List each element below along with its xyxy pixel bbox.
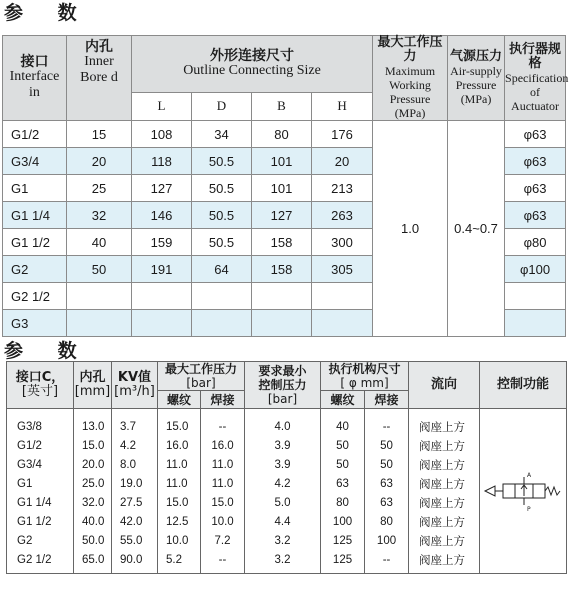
cell-L: 146 — [132, 202, 192, 229]
subheader-B: B — [252, 92, 312, 120]
cell-actuator-weld: -- — [365, 417, 409, 436]
cell-pressure-weld: 11.0 — [201, 474, 245, 493]
cell-B — [252, 283, 312, 310]
cell-bore: 15 — [67, 121, 132, 148]
cell-control-pressure: 4.2 — [245, 474, 321, 493]
cell-H: 300 — [312, 229, 373, 256]
cell-bore: 25 — [67, 175, 132, 202]
cell-flow: 阀座上方 — [409, 474, 480, 493]
cell-B: 101 — [252, 175, 312, 202]
cell-L: 108 — [132, 121, 192, 148]
cell-actuator-thread: 125 — [321, 550, 365, 569]
cell-bore: 40.0 — [74, 512, 112, 531]
cell-pressure-thread: 11.0 — [158, 455, 201, 474]
cell-control-pressure: 3.2 — [245, 531, 321, 550]
cell-interface: G3/4 — [3, 148, 67, 175]
cell-interface: G3 — [3, 310, 67, 337]
cell-pressure-thread: 5.2 — [158, 550, 201, 569]
cell-kv: 55.0 — [112, 531, 158, 550]
header-outline-size: 外形连接尺寸 Outline Connecting Size — [132, 36, 373, 93]
cell-bore: 13.0 — [74, 417, 112, 436]
cell-actuator: φ63 — [505, 148, 566, 175]
cell-control-pressure: 3.9 — [245, 436, 321, 455]
valve-symbol-icon — [483, 469, 563, 513]
cell-pressure-thread: 11.0 — [158, 474, 201, 493]
cell-interface: G1 — [7, 474, 74, 493]
cell-pressure-weld: 11.0 — [201, 455, 245, 474]
cell-bore: 32.0 — [74, 493, 112, 512]
cell-L: 127 — [132, 175, 192, 202]
cell-air-pressure: 0.4~0.7 — [448, 121, 505, 337]
header-interface: 接口 Interface in — [3, 36, 67, 121]
cell-interface: G1/2 — [7, 436, 74, 455]
cell-flow: 阀座上方 — [409, 417, 480, 436]
cell-flow: 阀座上方 — [409, 436, 480, 455]
header-bore: 内孔 [mm] — [74, 362, 112, 409]
cell-pressure-thread: 15.0 — [158, 493, 201, 512]
cell-actuator: φ63 — [505, 202, 566, 229]
cell-kv: 27.5 — [112, 493, 158, 512]
cell-B — [252, 310, 312, 337]
cell-bore: 25.0 — [74, 474, 112, 493]
cell-interface: G2 — [3, 256, 67, 283]
header-max-pressure: 最大工作压力 Maximum Working Pressure (MPa) — [373, 36, 448, 121]
cell-actuator-weld: 50 — [365, 455, 409, 474]
cell-control-pressure: 3.2 — [245, 550, 321, 569]
cell-pressure-weld: -- — [201, 417, 245, 436]
cell-actuator-weld: 80 — [365, 512, 409, 531]
cell-interface: G2 — [7, 531, 74, 550]
cell-flow: 阀座上方 — [409, 455, 480, 474]
port-a-label: A — [527, 472, 532, 479]
cell-actuator: φ63 — [505, 121, 566, 148]
cell-interface: G3/8 — [7, 417, 74, 436]
cell-pressure-weld: 16.0 — [201, 436, 245, 455]
cell-pressure-thread: 10.0 — [158, 531, 201, 550]
cell-actuator: φ100 — [505, 256, 566, 283]
cell-bore: 32 — [67, 202, 132, 229]
cell-interface: G1 1/4 — [3, 202, 67, 229]
cell-control-pressure: 5.0 — [245, 493, 321, 512]
cell-control-pressure: 3.9 — [245, 455, 321, 474]
subheader-D: D — [192, 92, 252, 120]
cell-B: 158 — [252, 256, 312, 283]
cell-L: 191 — [132, 256, 192, 283]
cell-H: 20 — [312, 148, 373, 175]
cell-actuator-weld: -- — [365, 550, 409, 569]
cell-pressure-weld: 10.0 — [201, 512, 245, 531]
control-function-cell — [480, 409, 567, 574]
section1-title: 参 数 — [4, 2, 91, 24]
cell-bore — [67, 310, 132, 337]
cell-pressure-weld: 15.0 — [201, 493, 245, 512]
cell-H: 263 — [312, 202, 373, 229]
cell-H — [312, 283, 373, 310]
header-max-pressure: 最大工作压力 [bar] — [158, 362, 245, 391]
cell-interface: G1 — [3, 175, 67, 202]
subheader-L: L — [132, 92, 192, 120]
cell-interface: G1 1/2 — [3, 229, 67, 256]
cell-D — [192, 283, 252, 310]
cell-D: 50.5 — [192, 202, 252, 229]
cell-B: 127 — [252, 202, 312, 229]
subheader-act-thread: 螺纹 — [321, 391, 365, 409]
cell-actuator-weld: 63 — [365, 474, 409, 493]
cell-interface: G1/2 — [3, 121, 67, 148]
cell-flow: 阀座上方 — [409, 531, 480, 550]
subheader-thread: 螺纹 — [158, 391, 201, 409]
header-actuator-size: 执行机构尺寸 [ φ mm] — [321, 362, 409, 391]
header-interface-c: 接口C， [英寸] — [7, 362, 74, 409]
cell-bore: 20 — [67, 148, 132, 175]
parameter-table-2 — [6, 361, 567, 574]
cell-actuator-weld: 63 — [365, 493, 409, 512]
subheader-H: H — [312, 92, 373, 120]
cell-bore: 65.0 — [74, 550, 112, 569]
cell-interface: G2 1/2 — [3, 283, 67, 310]
cell-interface: G1 1/2 — [7, 512, 74, 531]
cell-actuator-thread: 80 — [321, 493, 365, 512]
cell-kv: 8.0 — [112, 455, 158, 474]
subheader-act-weld: 焊接 — [365, 391, 409, 409]
cell-L: 118 — [132, 148, 192, 175]
cell-pressure-weld: -- — [201, 550, 245, 569]
cell-kv: 42.0 — [112, 512, 158, 531]
cell-kv: 3.7 — [112, 417, 158, 436]
cell-max-pressure: 1.0 — [373, 121, 448, 337]
cell-H: 176 — [312, 121, 373, 148]
cell-flow: 阀座上方 — [409, 512, 480, 531]
cell-B: 80 — [252, 121, 312, 148]
cell-bore — [67, 283, 132, 310]
cell-actuator-thread: 63 — [321, 474, 365, 493]
subheader-weld: 焊接 — [201, 391, 245, 409]
header-control-function: 控制功能 — [480, 362, 567, 409]
cell-H: 305 — [312, 256, 373, 283]
cell-actuator-weld: 50 — [365, 436, 409, 455]
cell-interface: G1 1/4 — [7, 493, 74, 512]
cell-L — [132, 310, 192, 337]
parameter-table-1 — [2, 35, 569, 337]
cell-actuator-thread: 50 — [321, 455, 365, 474]
cell-actuator-thread: 100 — [321, 512, 365, 531]
cell-interface: G3/4 — [7, 455, 74, 474]
section2-title: 参 数 — [4, 340, 91, 362]
cell-kv: 4.2 — [112, 436, 158, 455]
header-actuator: 执行器规格 Specification of Auctuator — [505, 36, 566, 121]
header-min-control-pressure: 要求最小 控制压力 [bar] — [245, 362, 321, 409]
cell-control-pressure: 4.0 — [245, 417, 321, 436]
cell-pressure-thread: 12.5 — [158, 512, 201, 531]
cell-kv: 90.0 — [112, 550, 158, 569]
cell-B: 158 — [252, 229, 312, 256]
cell-D: 50.5 — [192, 229, 252, 256]
cell-pressure-thread: 15.0 — [158, 417, 201, 436]
cell-actuator-weld: 100 — [365, 531, 409, 550]
cell-H: 213 — [312, 175, 373, 202]
cell-pressure-thread: 16.0 — [158, 436, 201, 455]
cell-bore: 50 — [67, 256, 132, 283]
cell-control-pressure: 4.4 — [245, 512, 321, 531]
header-kv: KV值 [m³/h] — [112, 362, 158, 409]
cell-D: 50.5 — [192, 175, 252, 202]
cell-actuator — [505, 310, 566, 337]
cell-pressure-weld: 7.2 — [201, 531, 245, 550]
cell-D: 50.5 — [192, 148, 252, 175]
cell-bore: 40 — [67, 229, 132, 256]
cell-actuator: φ63 — [505, 175, 566, 202]
cell-actuator — [505, 283, 566, 310]
cell-actuator: φ80 — [505, 229, 566, 256]
header-air-pressure: 气源压力 Air-supply Pressure (MPa) — [448, 36, 505, 121]
table-row — [3, 121, 566, 148]
cell-actuator-thread: 40 — [321, 417, 365, 436]
header-bore: 内孔 Inner Bore d — [67, 36, 132, 121]
cell-H — [312, 310, 373, 337]
port-p-label: P — [527, 506, 531, 513]
cell-kv: 19.0 — [112, 474, 158, 493]
cell-bore: 15.0 — [74, 436, 112, 455]
cell-flow: 阀座上方 — [409, 493, 480, 512]
cell-L — [132, 283, 192, 310]
cell-B: 101 — [252, 148, 312, 175]
cell-D: 34 — [192, 121, 252, 148]
cell-bore: 20.0 — [74, 455, 112, 474]
cell-D — [192, 310, 252, 337]
header-flow-direction: 流向 — [409, 362, 480, 409]
cell-actuator-thread: 50 — [321, 436, 365, 455]
cell-flow: 阀座上方 — [409, 550, 480, 569]
cell-D: 64 — [192, 256, 252, 283]
cell-L: 159 — [132, 229, 192, 256]
cell-bore: 50.0 — [74, 531, 112, 550]
cell-interface: G2 1/2 — [7, 550, 74, 569]
cell-actuator-thread: 125 — [321, 531, 365, 550]
